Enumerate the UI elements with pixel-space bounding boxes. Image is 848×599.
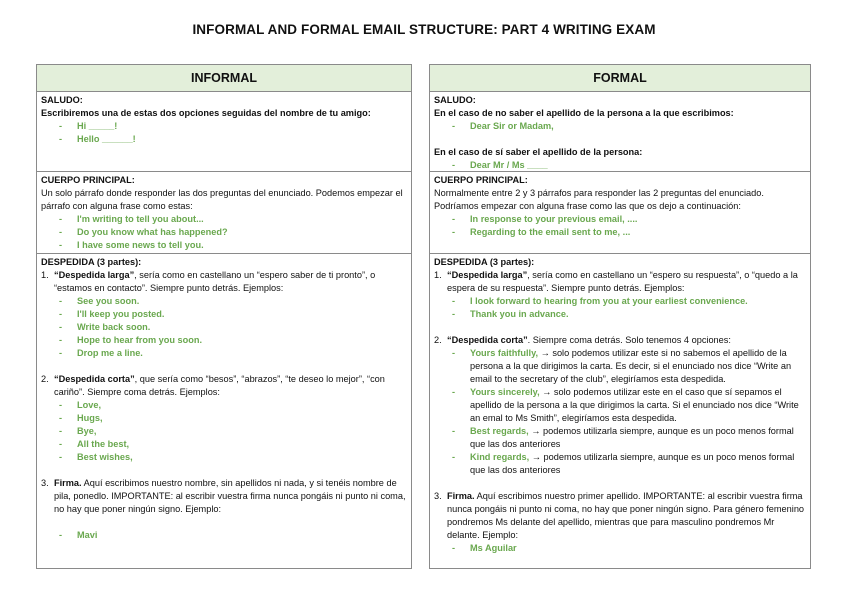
despedida-corta — [41, 373, 407, 399]
list-item: - Drop me a line. — [41, 347, 407, 360]
list-item: - Mavi — [41, 529, 407, 542]
section-label: SALUDO: — [41, 95, 83, 105]
section-text: Un solo párrafo donde responder las dos preguntas del enunciado. Podemos empezar el párrafo con alguna frase como estas: — [41, 188, 403, 211]
formal-cuerpo-section — [430, 172, 810, 254]
section-label: DESPEDIDA (3 partes): — [41, 257, 142, 267]
list-item: - Hi _____! — [41, 120, 407, 133]
formal-saludo-section — [430, 92, 810, 172]
section-intro: En el caso de no saber el apellido de la persona a la que escribimos: — [434, 108, 734, 118]
item-text: , que sería como “besos”, “abrazos”, “te deseo lo mejor”, “con cariño”. Siempre coma detrás. Ejemplos: — [54, 374, 385, 397]
list-item: - I look forward to hearing from you at your earliest convenience. — [434, 295, 806, 308]
list-item: - Write back soon. — [41, 321, 407, 334]
informal-saludo-section — [37, 92, 411, 172]
list-item: - I have some news to tell you. — [41, 239, 407, 252]
list-item: - Thank you in advance. — [434, 308, 806, 321]
list-item: - Kind regards, → podemos utilizarla siempre, aunque es un poco menos formal que las dos anteriores — [434, 451, 806, 477]
item-number: 1. — [41, 270, 49, 280]
list-item: - Ms Aguilar — [434, 542, 806, 555]
list-item: - Best regards, → podemos utilizarla siempre, aunque es un poco menos formal que las dos anteriores — [434, 425, 806, 451]
section-intro: Escribiremos una de estas dos opciones seguidas del nombre de tu amigo: — [41, 108, 371, 118]
firma — [434, 490, 806, 542]
list-item: - Dear Sir or Madam, — [434, 120, 806, 133]
item-text: Aquí escribimos nuestro nombre, sin apellidos ni nada, y si tenéis nombre de pila, ponedlo. IMPORTANTE: al escribir vuestra firma nunca pongáis ni punto ni coma, no hay que poner ningún signo. Ejemplo: — [54, 478, 406, 514]
item-number: 2. — [434, 335, 442, 345]
informal-despedida-section — [37, 254, 411, 569]
list-item: - Regarding to the email sent to me, ... — [434, 226, 806, 239]
section-label: SALUDO: — [434, 95, 476, 105]
section-label: CUERPO PRINCIPAL: — [434, 175, 528, 185]
item-title: “Despedida corta” — [447, 335, 528, 345]
despedida-larga — [41, 269, 407, 295]
item-text: Aquí escribimos nuestro primer apellido. IMPORTANTE: al escribir vuestra firma nunca pongáis ni punto ni coma, no hay que poner ningún signo. Para género femenino pondremos Ms delante del apellido, mientras que para masculino pondremos Mr delante. Ejemplo: — [447, 491, 805, 540]
section-text: Normalmente entre 2 y 3 párrafos para responder las 2 preguntas del enunciado. Podríamos empezar con alguna frase como las que os dejo a continuación: — [434, 188, 764, 211]
item-number: 2. — [41, 374, 49, 384]
section-label: CUERPO PRINCIPAL: — [41, 175, 135, 185]
section-label: DESPEDIDA (3 partes): — [434, 257, 535, 267]
item-title: “Despedida larga” — [447, 270, 528, 280]
list-item: - Yours faithfully, → solo podemos utilizar este si no sabemos el apellido de la persona a la que dirigimos la carta. Es decir, si el enunciado nos dice “Write an email to the secretary of the club”, elegiríamos esta despedida. — [434, 347, 806, 386]
item-text: , sería como en castellano un “espero su respuesta”, o “quedo a la espera de su respuesta”. Siempre punto detrás. Ejemplos: — [447, 270, 798, 293]
item-title: Firma. — [54, 478, 82, 488]
item-number: 1. — [434, 270, 442, 280]
list-item: - See you soon. — [41, 295, 407, 308]
item-title: Firma. — [447, 491, 475, 501]
formal-despedida-section — [430, 254, 810, 569]
informal-cuerpo-section — [37, 172, 411, 254]
despedida-corta — [434, 334, 806, 347]
section-intro: En el caso de sí saber el apellido de la persona: — [434, 147, 643, 157]
list-item: - Yours sincerely, → solo podemos utilizar este en el caso que sí sepamos el apellido de la persona a la que dirigimos la carta. Si el enunciado nos dice “Write an emal to Ms Smith”, elegiríamos esta despedida. — [434, 386, 806, 425]
informal-header: INFORMAL — [37, 65, 411, 92]
item-title: “Despedida larga” — [54, 270, 135, 280]
list-item: - Hello ______! — [41, 133, 407, 146]
list-item: - Best wishes, — [41, 451, 407, 464]
item-text: . Siempre coma detrás. Solo tenemos 4 opciones: — [527, 335, 731, 345]
list-item: - All the best, — [41, 438, 407, 451]
despedida-larga — [434, 269, 806, 295]
list-item: - Hugs, — [41, 412, 407, 425]
list-item: - I'll keep you posted. — [41, 308, 407, 321]
formal-column — [429, 64, 811, 569]
item-title: “Despedida corta” — [54, 374, 135, 384]
list-item: - I'm writing to tell you about... — [41, 213, 407, 226]
list-item: - Hope to hear from you soon. — [41, 334, 407, 347]
page-title: INFORMAL AND FORMAL EMAIL STRUCTURE: PART 4 WRITING EXAM — [192, 22, 656, 37]
informal-column — [36, 64, 412, 569]
list-item: - Love, — [41, 399, 407, 412]
list-item: - Bye, — [41, 425, 407, 438]
firma — [41, 477, 407, 516]
item-number: 3. — [41, 478, 49, 488]
list-item: - Do you know what has happened? — [41, 226, 407, 239]
formal-header: FORMAL — [430, 65, 810, 92]
item-text: , sería como en castellano un “espero saber de ti pronto”, o “estamos en contacto”. Siempre punto detrás. Ejemplos: — [54, 270, 376, 293]
list-item: - Dear Mr / Ms ____ — [434, 159, 806, 172]
list-item: - In response to your previous email, .... — [434, 213, 806, 226]
item-number: 3. — [434, 491, 442, 501]
